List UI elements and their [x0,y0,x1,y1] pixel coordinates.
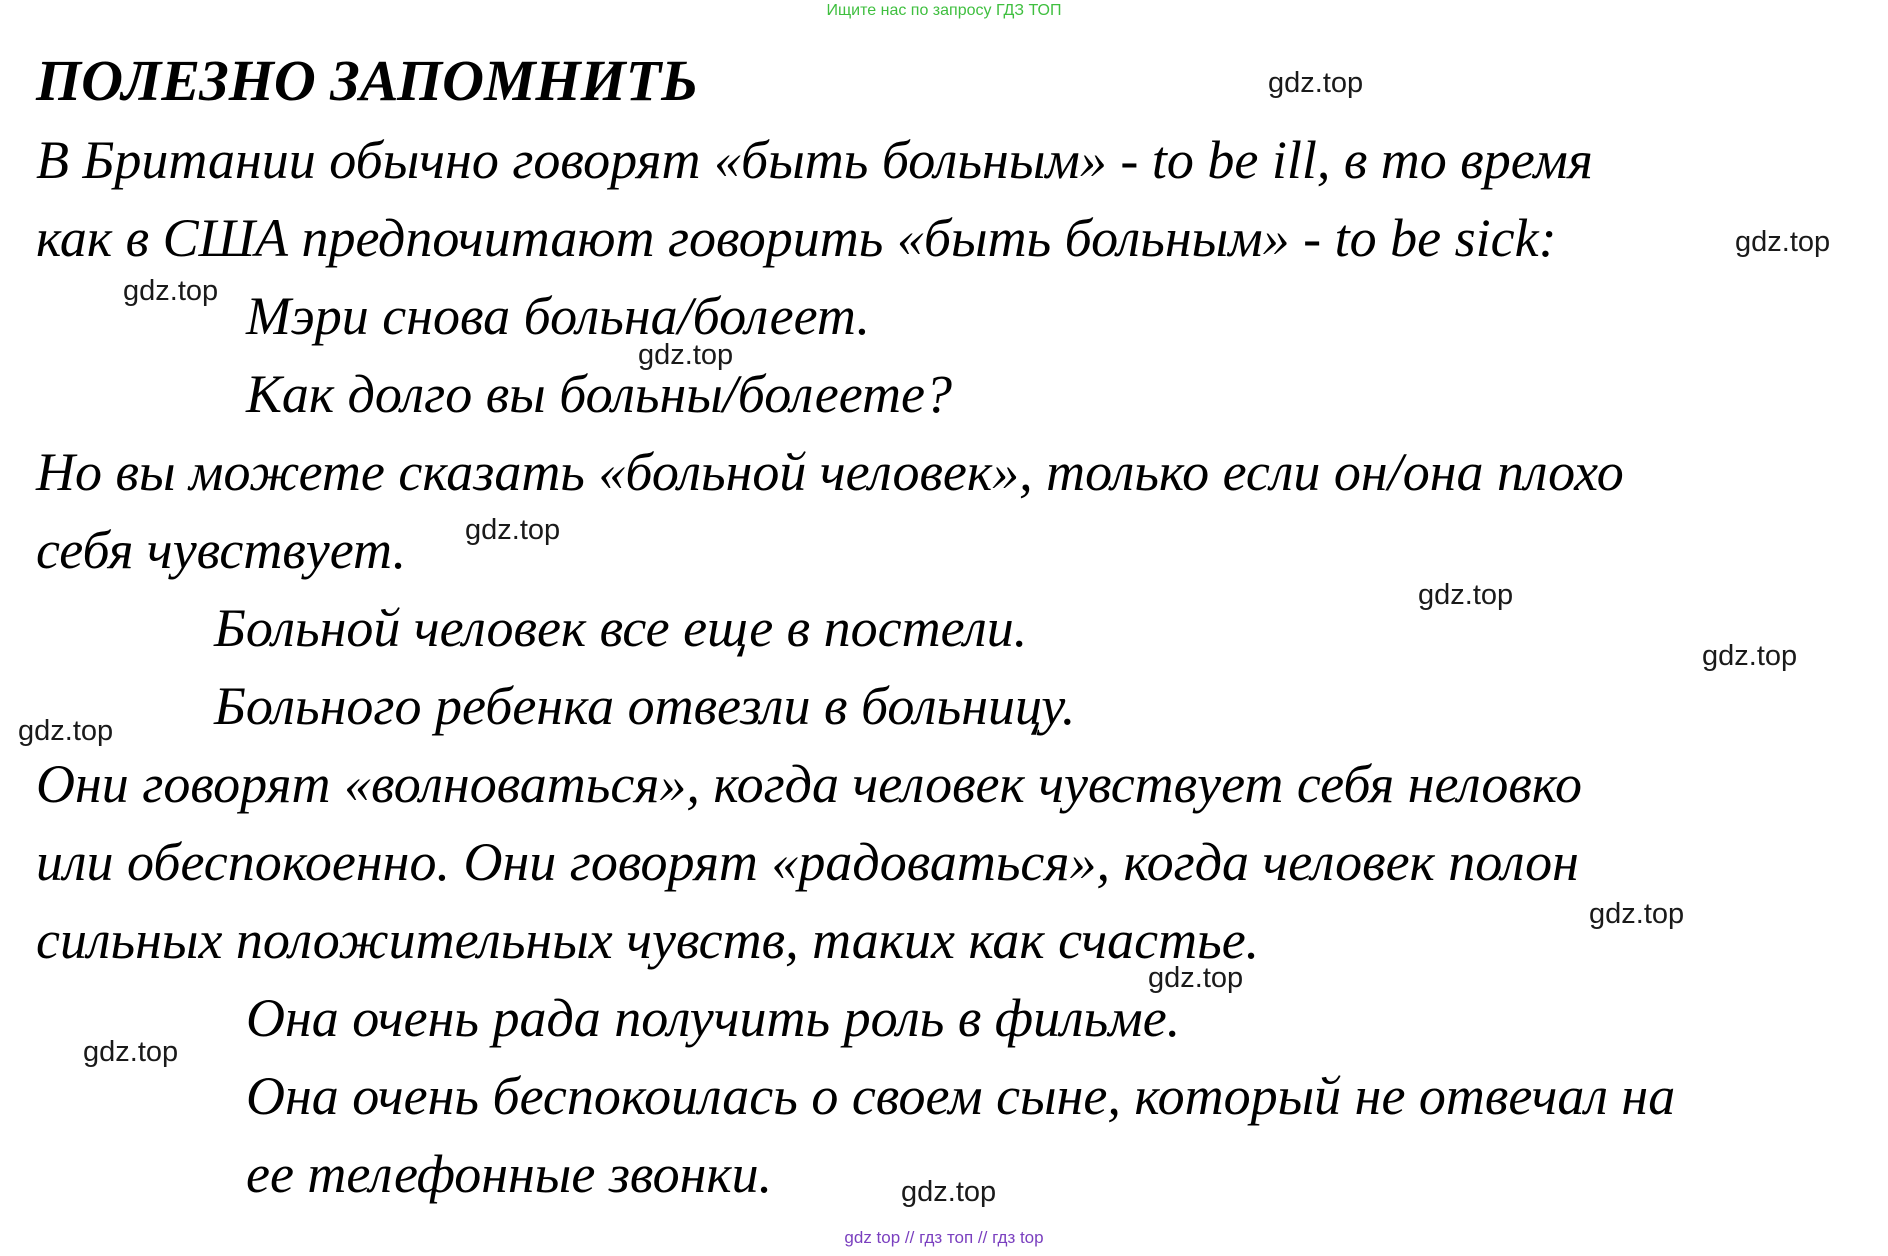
watermark: gdz.top [1735,226,1831,258]
example-line: ее телефонные звонки. [246,1144,773,1204]
watermark: gdz.top [638,339,734,371]
watermark: gdz.top [1589,898,1685,930]
watermark: gdz.top [1148,962,1244,994]
watermark: gdz.top [18,715,114,747]
footer: gdz top // гдз топ // гдз top [844,1228,1044,1247]
text-line: Но вы можете сказать «больной человек», только если он/она плохо [36,442,1624,502]
example-line: Больного ребенка отвезли в больницу. [214,676,1076,736]
watermark: gdz.top [901,1176,997,1208]
watermark: gdz.top [123,275,219,307]
page-title: ПОЛЕЗНО ЗАПОМНИТЬ [36,48,698,113]
text-line: как в США предпочитают говорить «быть больным» - to be sick: [36,208,1557,268]
watermark: gdz.top [83,1036,179,1068]
watermark: gdz.top [1702,640,1798,672]
watermark: gdz.top [1418,579,1514,611]
top-banner: Ищите нас по запросу ГДЗ ТОП [826,2,1062,19]
example-line: Больной человек все еще в постели. [214,598,1028,658]
example-line: Она очень беспокоилась о своем сыне, который не отвечал на [246,1066,1676,1126]
example-line: Мэри снова больна/болеет. [246,286,871,346]
text-line: В Британии обычно говорят «быть больным» - to be ill, в то время [36,130,1593,190]
text-line: себя чувствует. [36,520,407,580]
example-line: Как долго вы больны/болеете? [246,364,952,424]
text-line: или обеспокоенно. Они говорят «радоваться», когда человек полон [36,832,1579,892]
watermark: gdz.top [1268,67,1364,99]
text-line: сильных положительных чувств, таких как счастье. [36,910,1260,970]
watermark: gdz.top [465,514,561,546]
text-line: Они говорят «волноваться», когда человек чувствует себя неловко [36,754,1583,814]
example-line: Она очень рада получить роль в фильме. [246,988,1181,1048]
